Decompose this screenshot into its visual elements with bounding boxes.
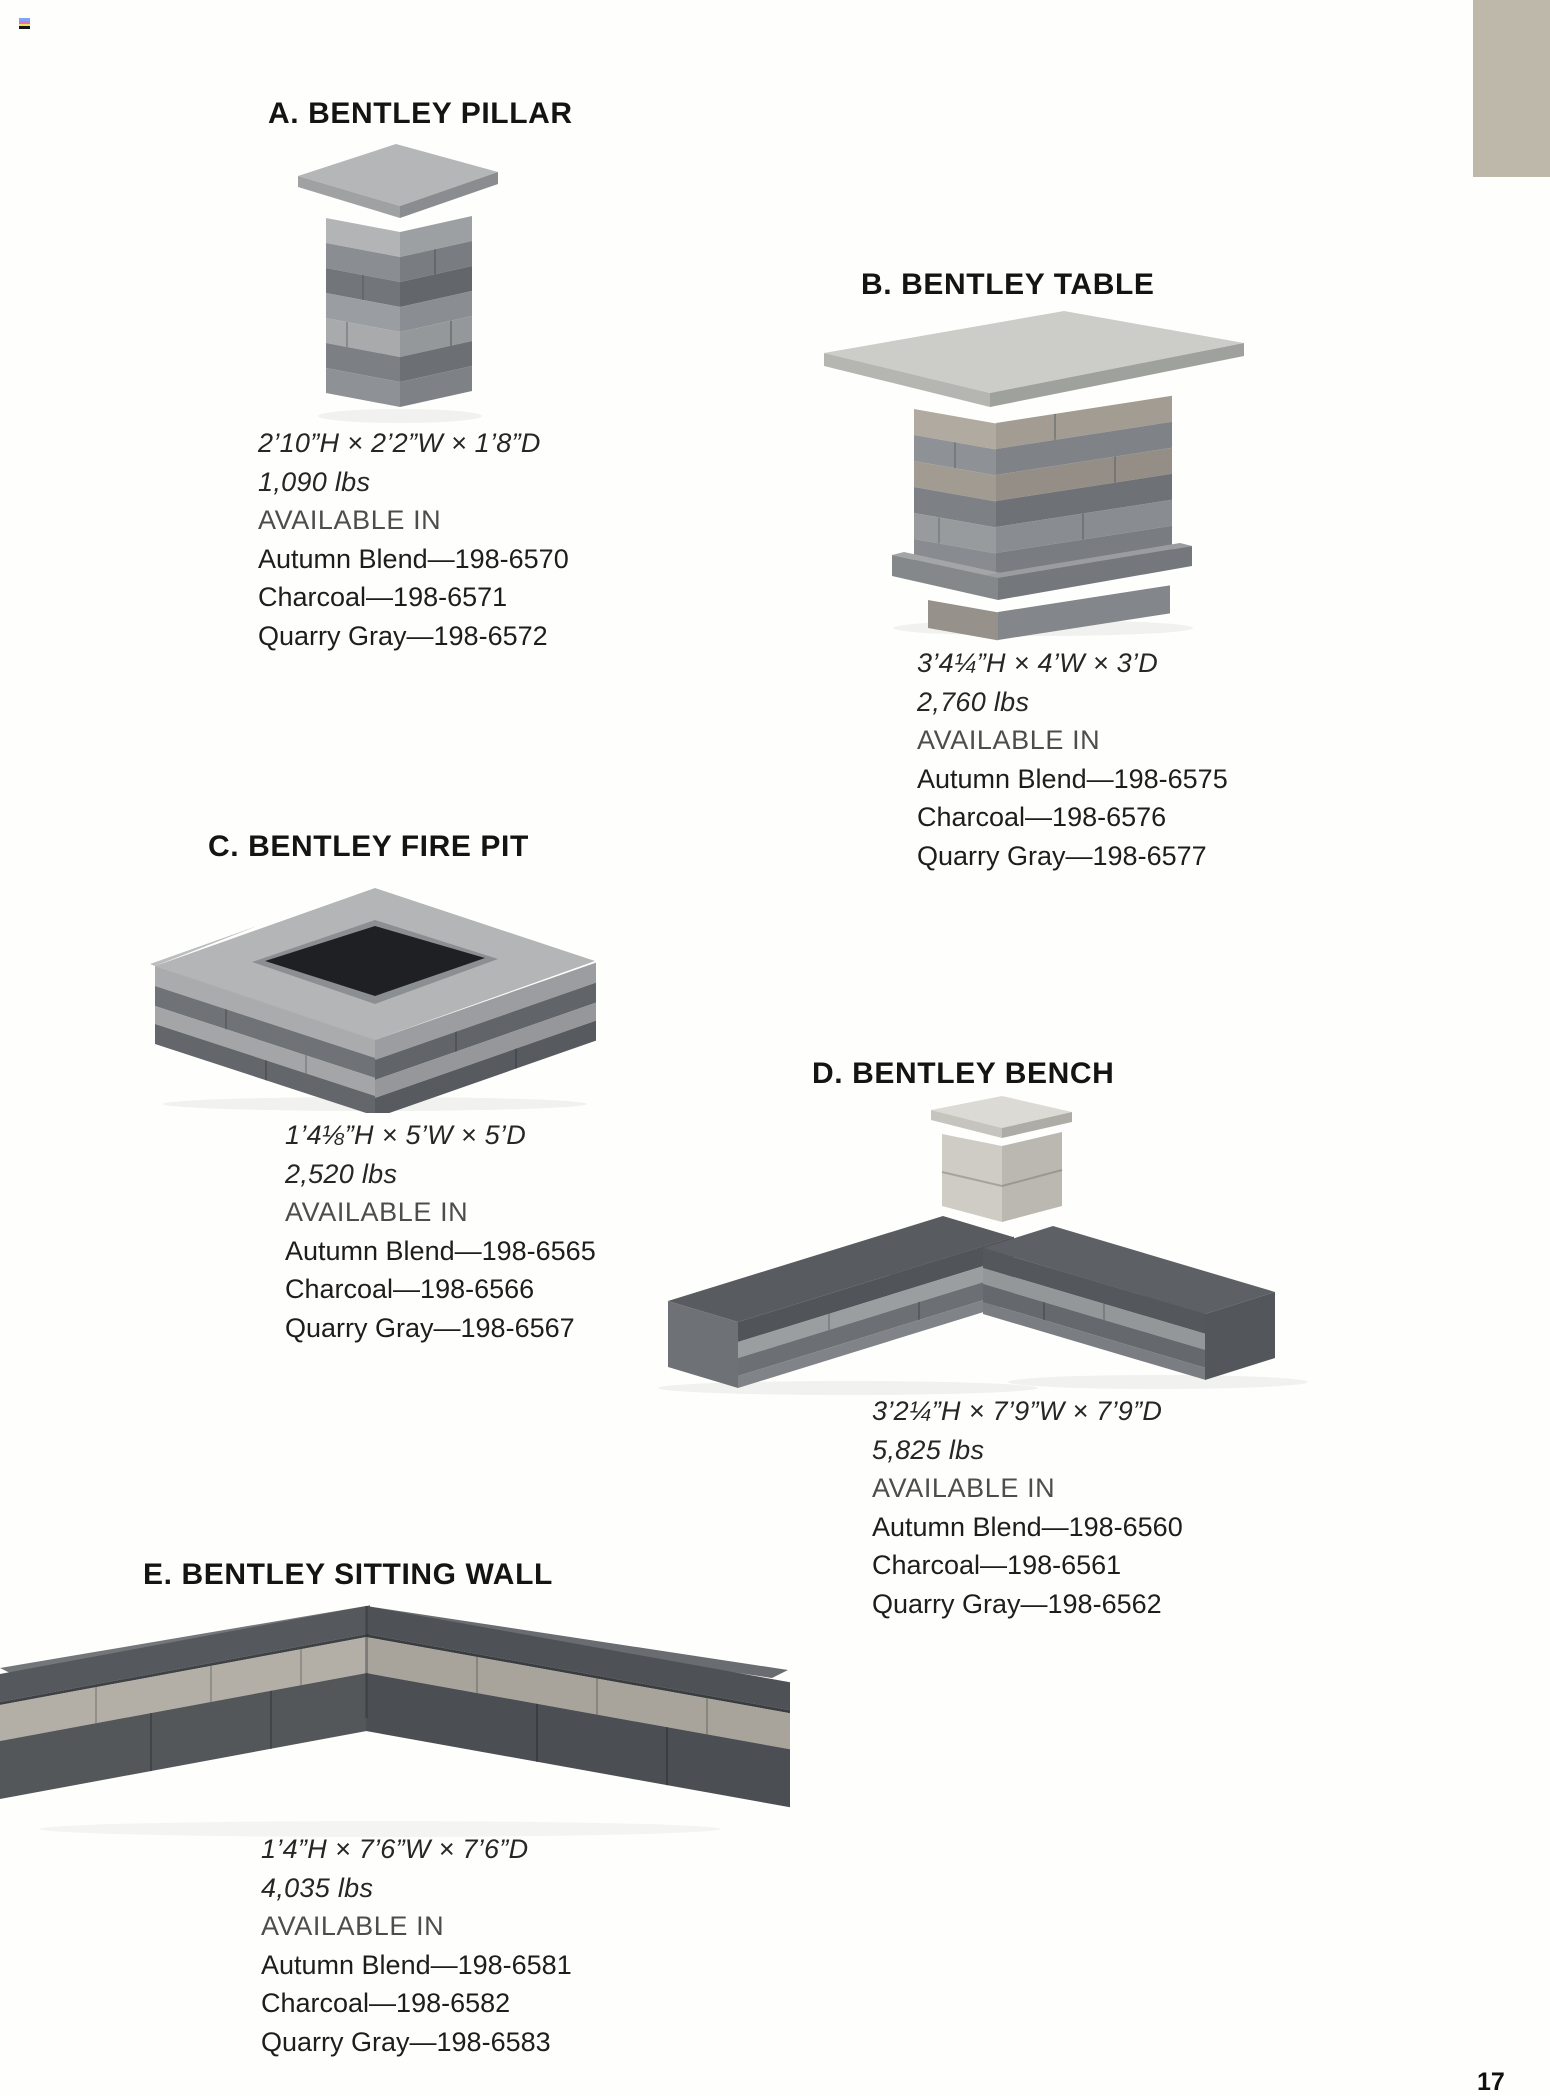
- dimensions: 1’4”H × 7’6”W × 7’6”D: [261, 1834, 529, 1864]
- color-option: Charcoal—198-6582: [261, 1988, 511, 2018]
- weight: 5,825 lbs: [872, 1434, 985, 1465]
- color-option: Quarry Gray—198-6572: [258, 620, 548, 651]
- weight: 4,035 lbs: [261, 1872, 374, 1903]
- color-option: Autumn Blend—198-6565: [285, 1235, 596, 1266]
- section-title: E. BENTLEY SITTING WALL: [143, 1558, 553, 1591]
- dimensions: 1’4⅛”H × 5’W × 5’D: [285, 1120, 526, 1150]
- weight: 2,760 lbs: [917, 686, 1030, 717]
- available-in-label: AVAILABLE IN: [258, 505, 442, 535]
- sitting-wall-specs: [261, 1830, 572, 2061]
- color-option: Charcoal—198-6576: [917, 802, 1167, 832]
- fire-pit-specs: [285, 1116, 596, 1347]
- weight: 2,520 lbs: [285, 1158, 398, 1189]
- available-in-label: AVAILABLE IN: [285, 1197, 469, 1227]
- bench-specs: [872, 1392, 1183, 1623]
- section-title: C. BENTLEY FIRE PIT: [208, 830, 529, 863]
- color-option: Autumn Blend—198-6581: [261, 1949, 572, 1980]
- bentley-table-image: [818, 303, 1250, 643]
- page-number: 17: [1477, 2068, 1505, 2096]
- color-option: Charcoal—198-6561: [872, 1550, 1122, 1580]
- available-in-label: AVAILABLE IN: [872, 1473, 1056, 1503]
- section-title: A. BENTLEY PILLAR: [268, 97, 573, 130]
- bentley-fire-pit-image: [140, 868, 610, 1113]
- weight: 1,090 lbs: [258, 466, 371, 497]
- dimensions: 3’2¼”H × 7’9”W × 7’9”D: [872, 1396, 1163, 1426]
- color-option: Quarry Gray—198-6567: [285, 1312, 575, 1343]
- available-in-label: AVAILABLE IN: [261, 1911, 445, 1941]
- color-option: Autumn Blend—198-6560: [872, 1511, 1183, 1542]
- color-option: Charcoal—198-6566: [285, 1274, 535, 1304]
- dimensions: 3’4¼”H × 4’W × 3’D: [917, 648, 1158, 678]
- color-option: Autumn Blend—198-6570: [258, 543, 569, 574]
- color-option: Charcoal—198-6571: [258, 582, 508, 612]
- color-option: Quarry Gray—198-6577: [917, 840, 1207, 871]
- corner-accent-block: [1473, 0, 1550, 177]
- pillar-specs: [258, 424, 569, 655]
- color-option: Autumn Blend—198-6575: [917, 763, 1228, 794]
- print-registration-mark-icon: [19, 18, 30, 29]
- available-in-label: AVAILABLE IN: [917, 725, 1101, 755]
- dimensions: 2’10”H × 2’2”W × 1’8”D: [258, 428, 541, 458]
- section-title: B. BENTLEY TABLE: [861, 268, 1155, 301]
- bentley-pillar-image: [282, 136, 517, 428]
- bentley-sitting-wall-image: [0, 1604, 800, 1854]
- table-specs: [917, 644, 1228, 875]
- bentley-bench-image: [598, 1096, 1310, 1396]
- color-option: Quarry Gray—198-6583: [261, 2026, 551, 2057]
- section-title: D. BENTLEY BENCH: [812, 1057, 1115, 1090]
- color-option: Quarry Gray—198-6562: [872, 1588, 1162, 1619]
